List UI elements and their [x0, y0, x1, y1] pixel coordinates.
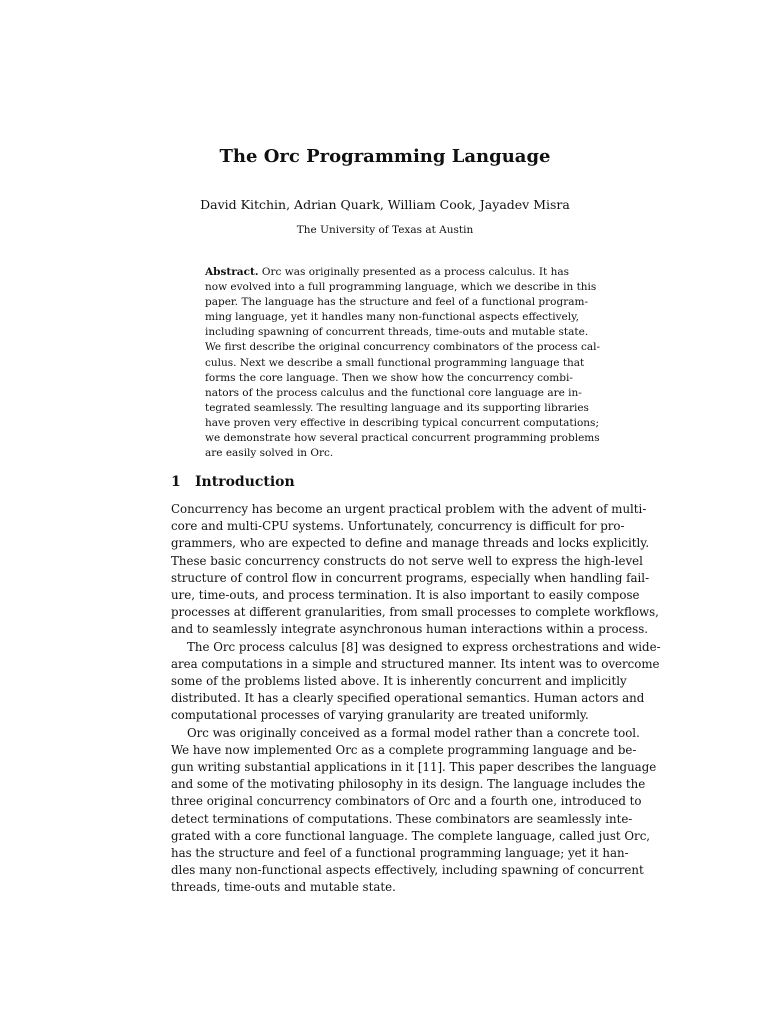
abstract-line: are easily solved in Orc.: [205, 447, 334, 460]
abstract-line: including spawning of concurrent threads, time-outs and mutable state.: [205, 326, 589, 339]
body-line: dles many non-functional aspects effectively, including spawning of concurrent: [171, 863, 644, 878]
abstract-label: Abstract.: [205, 266, 259, 278]
body-line: threads, time-outs and mutable state.: [171, 880, 396, 895]
section-title: Introduction: [195, 474, 295, 490]
section-number: 1: [171, 474, 181, 490]
abstract: [205, 265, 601, 461]
body-line: some of the problems listed above. It is inherently concurrent and implicitly: [171, 674, 627, 689]
paper-title: The Orc Programming Language: [219, 146, 551, 167]
body-line: gun writing substantial applications in it [11]. This paper describes the language: [171, 760, 657, 775]
body-line: Concurrency has become an urgent practical problem with the advent of multi-: [171, 502, 647, 516]
abstract-line: nators of the process calculus and the functional core language are in-: [205, 386, 582, 399]
abstract-line: culus. Next we describe a small functional programming language that: [205, 356, 585, 369]
abstract-line: ming language, yet it handles many non-functional aspects effectively,: [205, 311, 579, 324]
section-heading: [171, 474, 607, 490]
introduction-body: [171, 501, 661, 897]
body-line: The Orc process calculus [8] was designed to express orchestrations and wide-: [187, 639, 661, 654]
body-line: detect terminations of computations. These combinators are seamlessly inte-: [171, 811, 633, 826]
body-line: processes at different granularities, from small processes to complete workflows,: [171, 605, 659, 620]
body-line: We have now implemented Orc as a complete programming language and be-: [171, 742, 637, 757]
body-line: core and multi-CPU systems. Unfortunately, concurrency is difficult for pro-: [171, 519, 625, 534]
abstract-line: We first describe the original concurrency combinators of the process cal-: [205, 341, 601, 354]
abstract-line: now evolved into a full programming language, which we describe in this: [205, 281, 597, 294]
body-line: and to seamlessly integrate asynchronous human interactions within a process.: [171, 622, 649, 637]
body-line: and some of the motivating philosophy in its design. The language includes the: [171, 777, 646, 792]
body-line: structure of control flow in concurrent programs, especially when handling fail-: [171, 570, 650, 585]
body-line: Orc was originally conceived as a formal model rather than a concrete tool.: [187, 725, 640, 740]
author-list: David Kitchin, Adrian Quark, William Cook, Jayadev Misra: [200, 197, 570, 212]
abstract-line: tegrated seamlessly. The resulting language and its supporting libraries: [205, 401, 589, 414]
abstract-line: Abstract. Orc was originally presented as a process calculus. It has: [205, 266, 569, 278]
body-line: ure, time-outs, and process termination. It is also important to easily compose: [171, 588, 640, 603]
body-line: has the structure and feel of a functional programming language; yet it han-: [171, 846, 629, 861]
body-line: distributed. It has a clearly specified operational semantics. Human actors and: [171, 691, 645, 706]
body-line: computational processes of varying granularity are treated uniformly.: [171, 708, 589, 723]
body-line: area computations in a simple and structured manner. Its intent was to overcome: [171, 656, 660, 671]
abstract-line: we demonstrate how several practical concurrent programming problems: [205, 432, 600, 445]
abstract-line: have proven very effective in describing typical concurrent computations;: [205, 416, 599, 429]
abstract-line: forms the core language. Then we show how the concurrency combi-: [205, 371, 573, 384]
body-line: grated with a core functional language. The complete language, called just Orc,: [171, 828, 651, 843]
body-line: grammers, who are expected to define and manage threads and locks explicitly.: [171, 536, 650, 551]
body-line: These basic concurrency constructs do not serve well to express the high-level: [171, 553, 643, 568]
affiliation: The University of Texas at Austin: [296, 224, 474, 236]
body-line: three original concurrency combinators of Orc and a fourth one, introduced to: [171, 794, 642, 809]
abstract-line: paper. The language has the structure and feel of a functional program-: [205, 296, 588, 309]
